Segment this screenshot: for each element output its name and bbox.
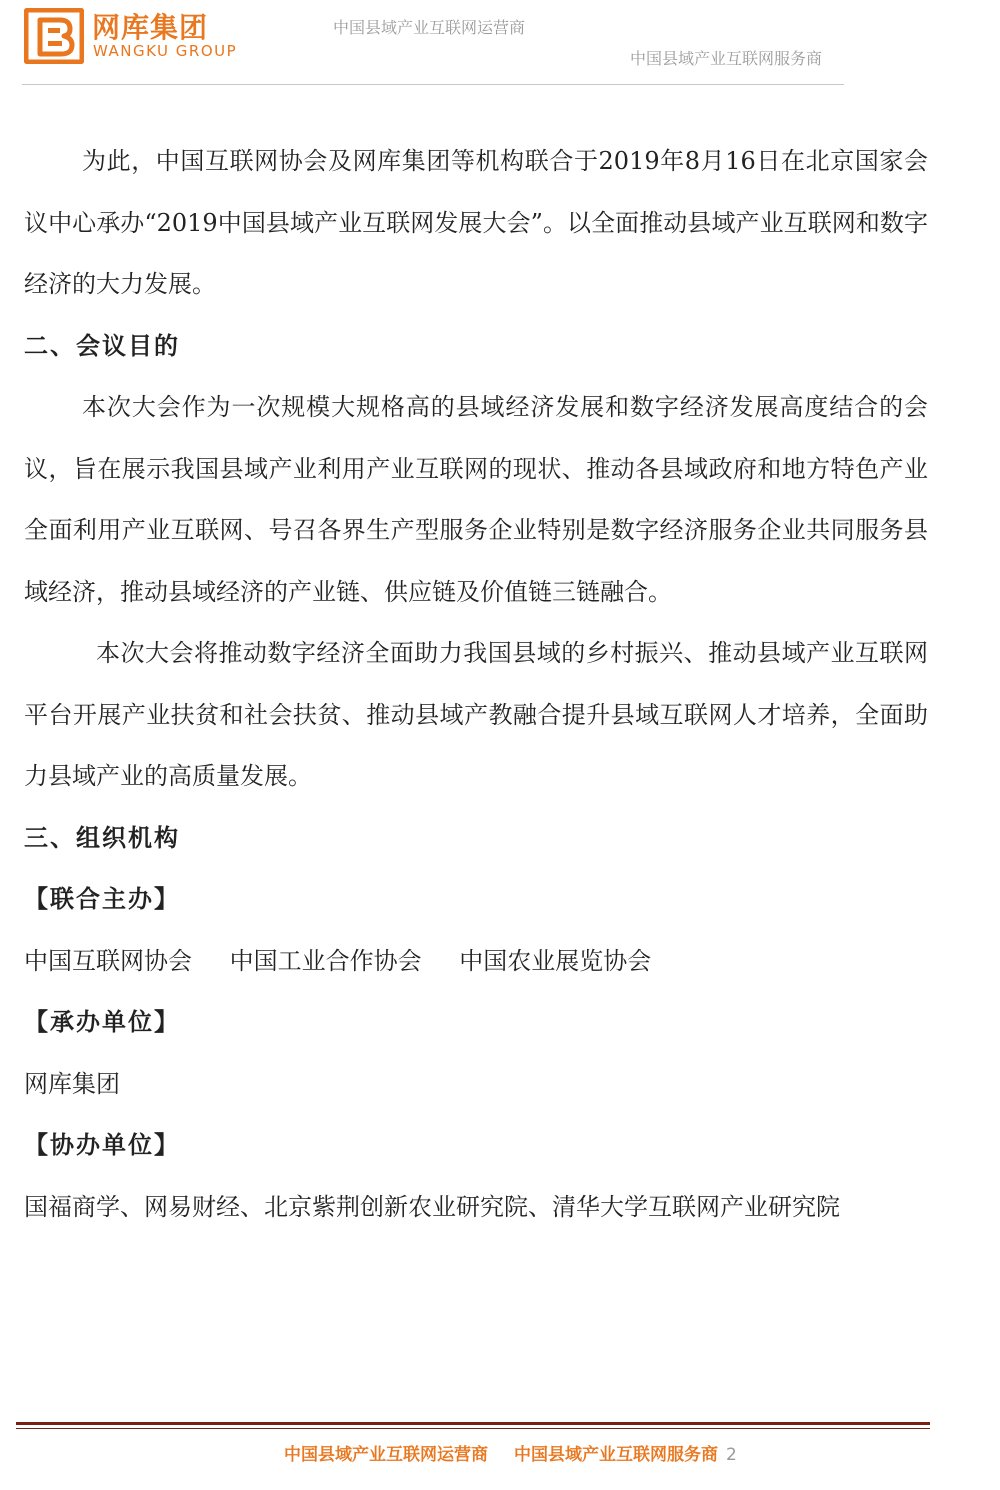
- assistant-list: 国福商学、网易财经、北京紫荆创新农业研究院、清华大学互联网产业研究院: [24, 1192, 840, 1221]
- wangku-logo-icon: [24, 8, 84, 64]
- label-co-hosts: 【联合主办】: [24, 885, 180, 913]
- page-number: 2: [726, 1445, 737, 1465]
- label-organizer: 【承办单位】: [24, 1008, 180, 1036]
- heading-meeting-purpose: 二、会议目的: [24, 331, 180, 360]
- co-host-item: 中国互联网协会: [24, 946, 192, 975]
- organizer-name: 网库集团: [24, 1069, 120, 1098]
- footer-divider: [16, 1422, 930, 1425]
- co-host-item: 中国工业合作协会: [229, 946, 422, 975]
- header-tagline-operator: 中国县域产业互联网运营商: [333, 18, 526, 37]
- footer-tagline-operator: 中国县域产业互联网运营商: [284, 1445, 488, 1465]
- brand-name-cn: 网库集团: [92, 11, 209, 44]
- page-header: [0, 0, 1000, 100]
- page-footer: [284, 1440, 737, 1465]
- header-divider: [22, 84, 844, 85]
- label-assistants: 【协办单位】: [24, 1131, 180, 1159]
- paragraph-intro: 为此，中国互联网协会及网库集团等机构联合于2019年8月16日在北京国家会议中心承办“2019中国县域产业互联网发展大会”。以全面推动县域产业互联网和数字经济的大力发展。: [24, 147, 928, 298]
- header-tagline-service: 中国县域产业互联网服务商: [630, 49, 823, 68]
- footer-tagline-service: 中国县域产业互联网服务商: [514, 1445, 718, 1465]
- document-body: [24, 131, 928, 1238]
- paragraph-goals: 本次大会将推动数字经济全面助力我国县域的乡村振兴、推动县域产业互联网平台开展产业扶贫和社会扶贫、推动县域产教融合提升县域互联网人才培养，全面助力县域产业的高质量发展。: [24, 639, 928, 790]
- footer-divider-thin: [16, 1428, 930, 1429]
- co-host-item: 中国农业展览协会: [459, 946, 652, 975]
- heading-organization: 三、组织机构: [24, 823, 180, 852]
- paragraph-purpose: 本次大会作为一次规模大规格高的县域经济发展和数字经济发展高度结合的会议，旨在展示我国县域产业利用产业互联网的现状、推动各县域政府和地方特色产业全面利用产业互联网、号召各界生产型服务企业特别是数字经济服务企业共同服务县域经济，推动县域经济的产业链、供应链及价值链三链融合。: [24, 393, 928, 606]
- co-host-list: [24, 931, 928, 993]
- brand-name-en: WANGKU GROUP: [93, 42, 238, 60]
